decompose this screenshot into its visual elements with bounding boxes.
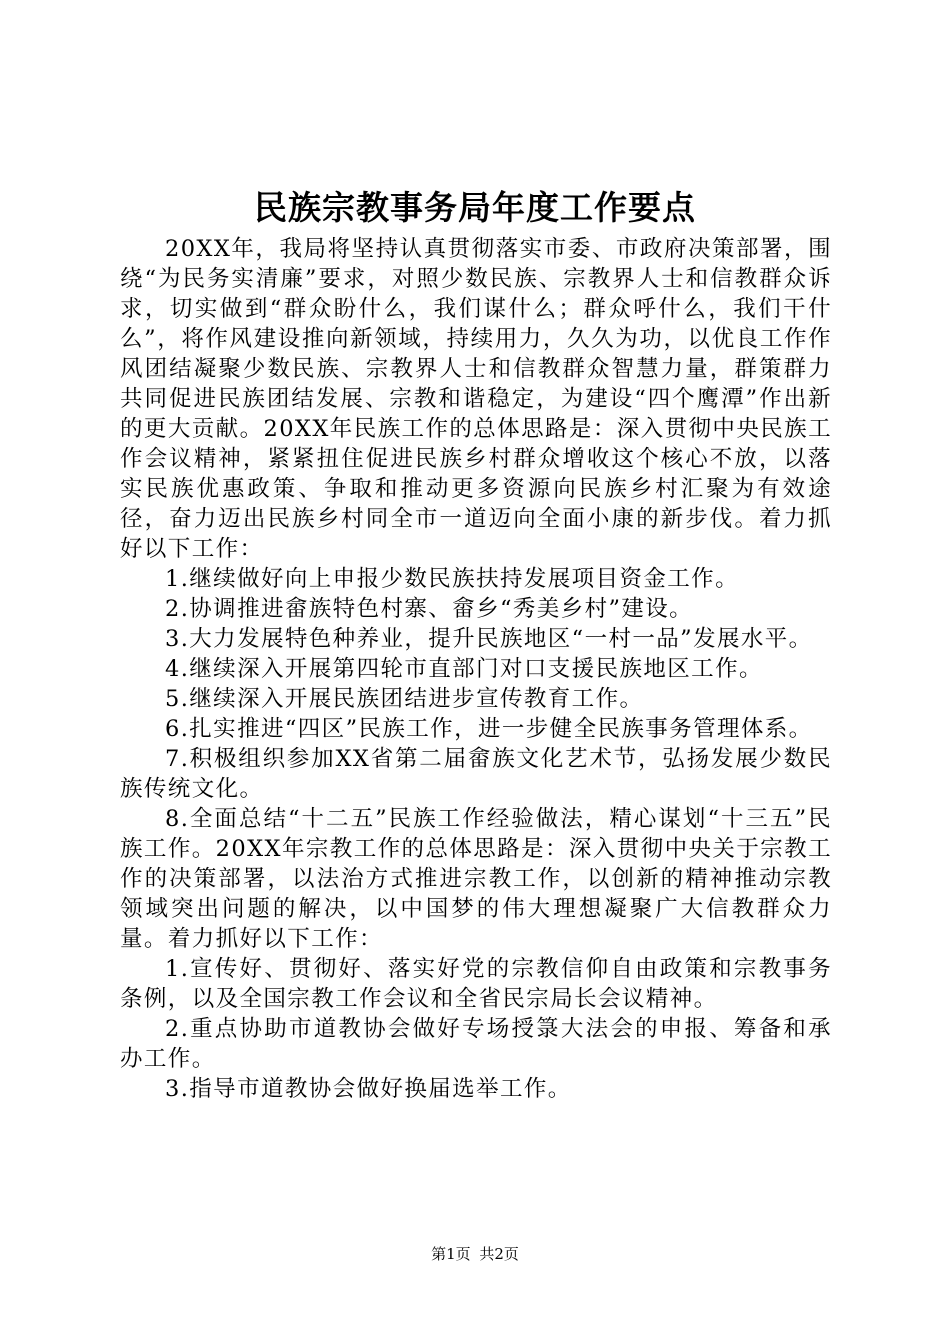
- paragraph-religion-item-1: 1.宣传好、贯彻好、落实好党的宗教信仰自由政策和宗教事务条例，以及全国宗教工作会议和全省民宗局长会议精神。: [120, 956, 832, 1012]
- paragraph-intro: 20XX年，我局将坚持认真贯彻落实市委、市政府决策部署，围绕“为民务实清廉”要求，对照少数民族、宗教界人士和信教群众诉求，切实做到“群众盼什么，我们谋什么；群众呼什么，我们干什么”，将作风建设推向新领域，持续用力，久久为功，以优良工作作风团结凝聚少数民族、宗教界人士和信教群众智慧力量，群策群力共同促进民族团结发展、宗教和谐稳定，为建设“四个鹰潭”作出新的更大贡献。20XX年民族工作的总体思路是：深入贯彻中央民族工作会议精神，紧紧扭住促进民族乡村群众增收这个核心不放，以落实民族优惠政策、争取和推动更多资源向民族乡村汇聚为有效途径，奋力迈出民族乡村同全市一道迈向全面小康的新步伐。着力抓好以下工作：: [120, 236, 832, 562]
- paragraph-ethnic-item-7: 7.积极组织参加XX省第二届畲族文化艺术节，弘扬发展少数民族传统文化。: [120, 746, 832, 802]
- paragraph-ethnic-item-5: 5.继续深入开展民族团结进步宣传教育工作。: [165, 686, 644, 712]
- paragraph-ethnic-item-1: 1.继续做好向上申报少数民族扶持发展项目资金工作。: [165, 566, 739, 592]
- page-number-current: 第1页: [431, 1245, 471, 1263]
- paragraph-ethnic-item-4: 4.继续深入开展第四轮市直部门对口支援民族地区工作。: [165, 656, 763, 682]
- paragraph-ethnic-item-3: 3.大力发展特色种养业，提升民族地区“一村一品”发展水平。: [165, 626, 813, 652]
- document-title: 民族宗教事务局年度工作要点: [254, 188, 696, 227]
- page-number-total: 共2页: [479, 1245, 519, 1263]
- paragraph-religion-item-3: 3.指导市道教协会做好换届选举工作。: [165, 1076, 572, 1102]
- paragraph-ethnic-item-8: 8.全面总结“十二五”民族工作经验做法，精心谋划“十三五”民族工作。20XX年宗教工作的总体思路是：深入贯彻中央关于宗教工作的决策部署，以法治方式推进宗教工作，以创新的精神推动宗教领域突出问题的解决，以中国梦的伟大理想凝聚广大信教群众力量。着力抓好以下工作：: [120, 806, 832, 952]
- page-footer: [0, 1244, 950, 1264]
- paragraph-ethnic-item-2: 2.协调推进畲族特色村寨、畲乡“秀美乡村”建设。: [165, 596, 694, 622]
- document-body: [120, 234, 832, 1104]
- paragraph-ethnic-item-6: 6.扎实推进“四区”民族工作，进一步健全民族事务管理体系。: [165, 716, 813, 742]
- paragraph-religion-item-2: 2.重点协助市道教协会做好专场授箓大法会的申报、筹备和承办工作。: [120, 1016, 832, 1072]
